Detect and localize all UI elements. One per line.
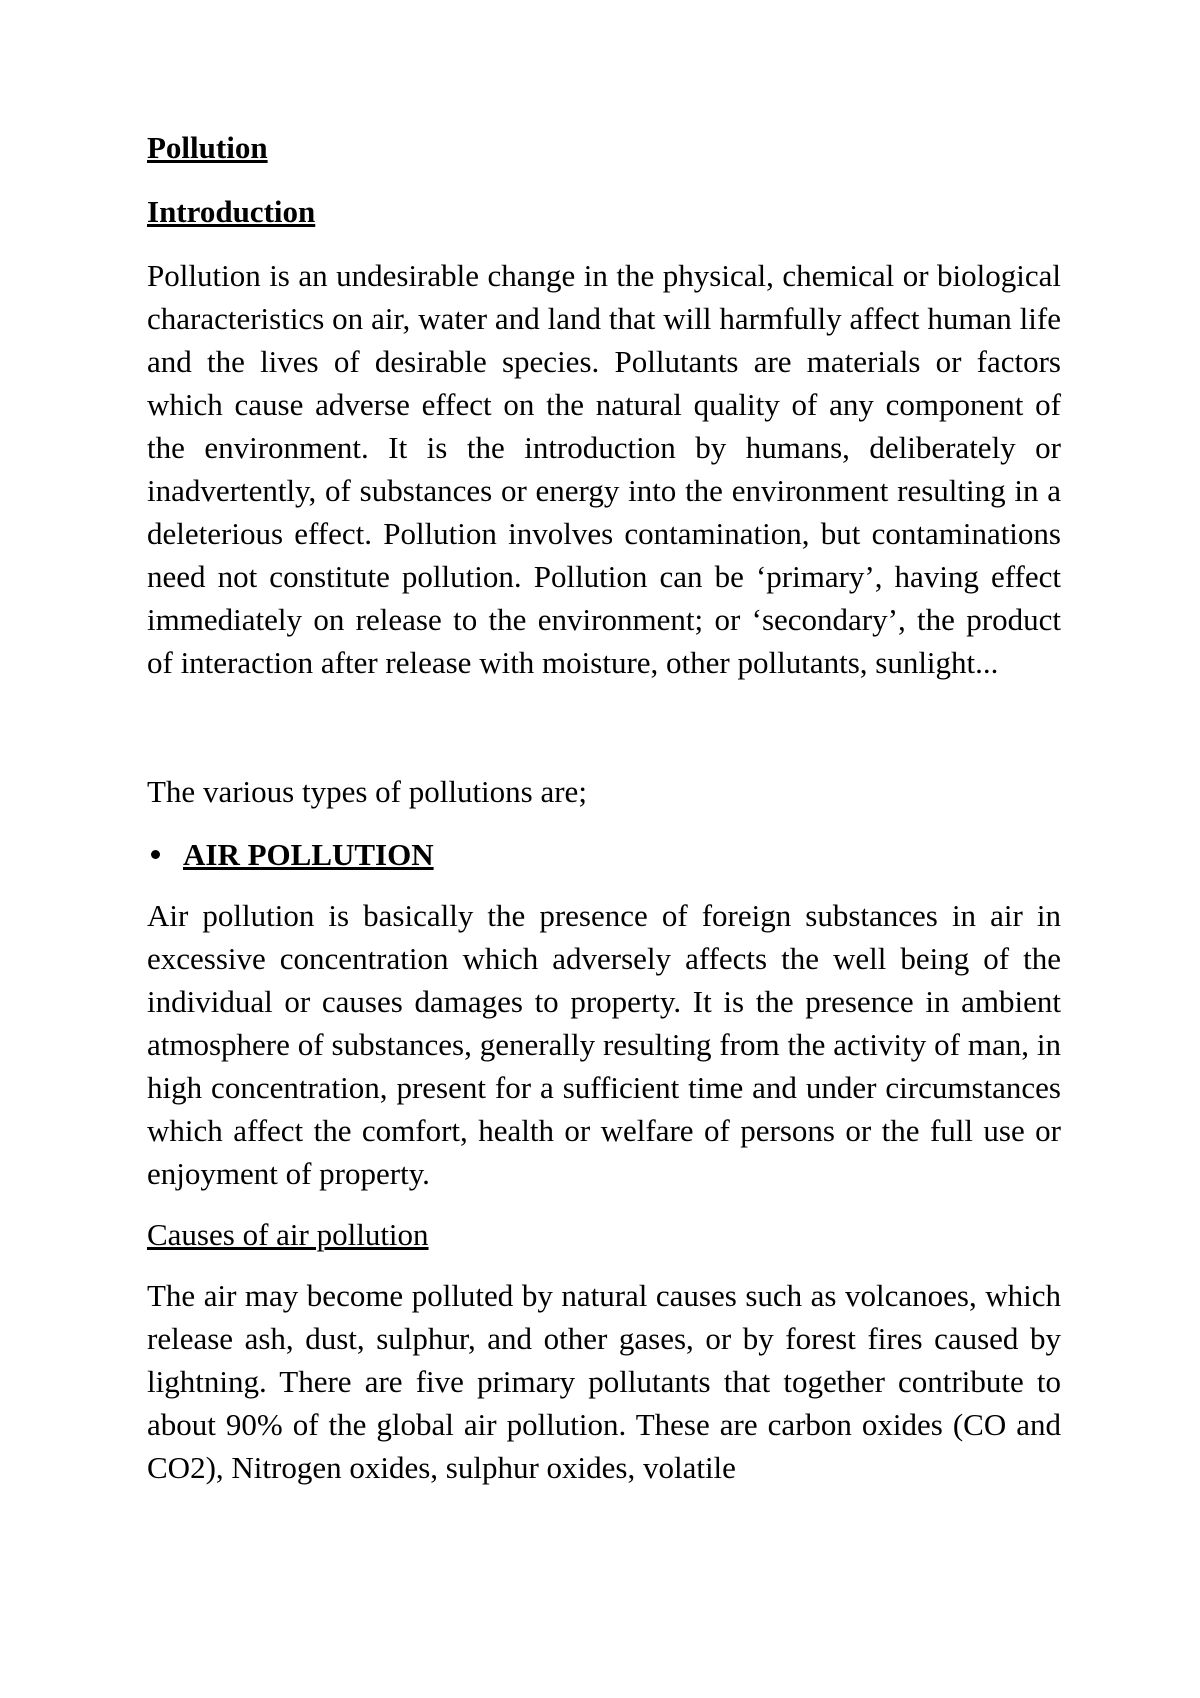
introduction-heading: Introduction <box>147 194 316 229</box>
bullet-item-air-pollution <box>147 833 1061 876</box>
document-page <box>147 128 1061 1489</box>
bullet-icon <box>151 850 160 859</box>
types-intro-text: The various types of pollutions are; <box>147 774 587 809</box>
introduction-paragraph: Pollution is an undesirable change in the physical, chemical or biological characteristics on air, water and land that will harmfully affect human life and the lives of desirable species. Pollutants are materials or factors which cause adverse effect on the natural quality of any component of the environment. It is the introduction by humans, deliberately or inadvertently, of substances or energy into the environment resulting in a deleterious effect. Pollution involves contamination, but contaminations need not constitute pollution. Pollution can be ‘primary’, having effect immediately on release to the environment; or ‘secondary’, the product of interaction after release with moisture, other pollutants, sunlight... <box>147 258 1061 680</box>
air-pollution-paragraph: Air pollution is basically the presence of foreign substances in air in excessive concentration which adversely affects the well being of the individual or causes damages to property. It is the presence in ambient atmosphere of substances, generally resulting from the activity of man, in high concentration, present for a sufficient time and under circumstances which affect the comfort, health or welfare of persons or the full use or enjoyment of property. <box>147 898 1061 1191</box>
causes-heading: Causes of air pollution <box>147 1217 429 1252</box>
causes-paragraph: The air may become polluted by natural causes such as volcanoes, which release ash, dust, sulphur, and other gases, or by forest fires caused by lightning. There are five primary pollutants that together contribute to about 90% of the global air pollution. These are carbon oxides (CO and CO2), Nitrogen oxides, sulphur oxides, volatile <box>147 1278 1061 1485</box>
air-pollution-heading: AIR POLLUTION <box>183 837 434 872</box>
document-title: Pollution <box>147 130 268 165</box>
